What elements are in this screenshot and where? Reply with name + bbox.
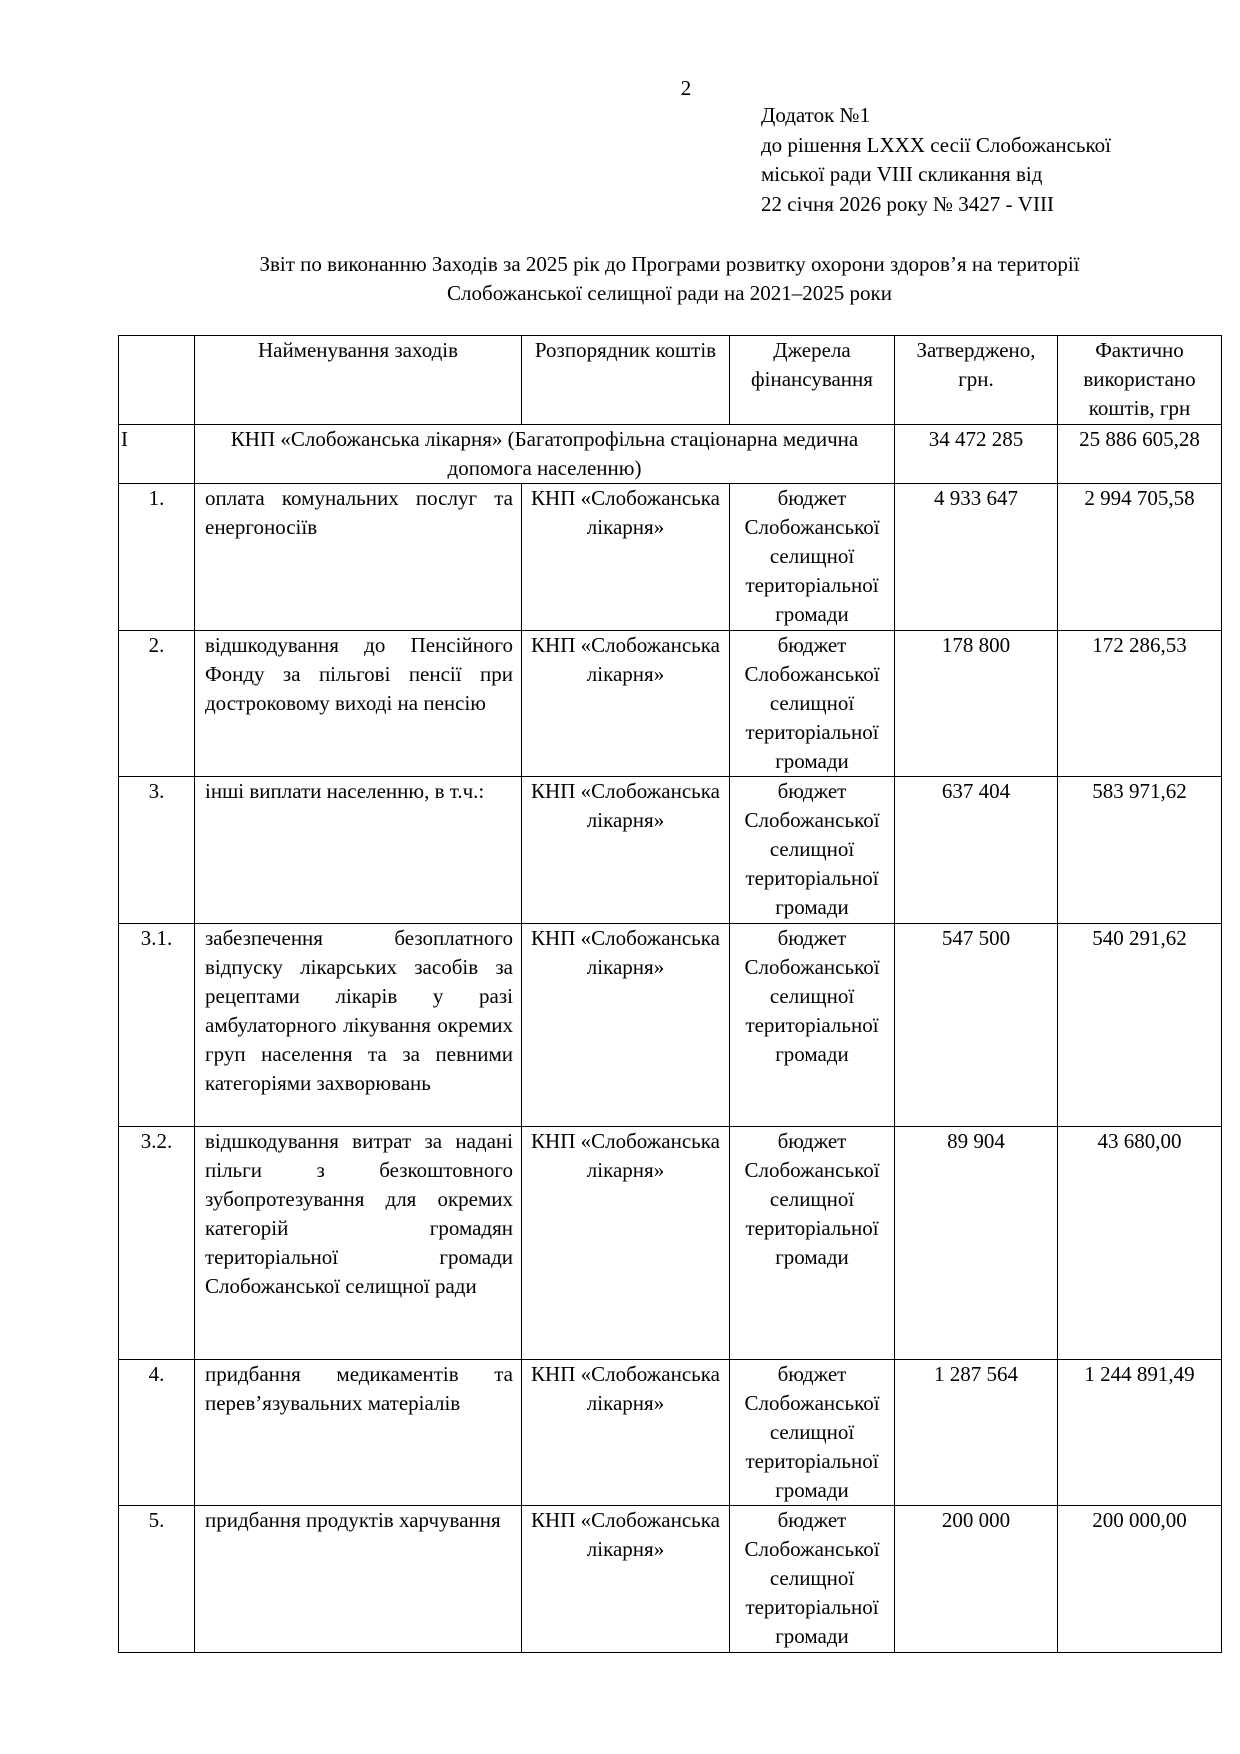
- approved-amount: 547 500: [895, 924, 1058, 1127]
- row-number: 2.: [119, 631, 195, 777]
- measure-name: придбання медикаментів та перев’язувальних матеріалів: [195, 1360, 522, 1506]
- actual-amount: 43 680,00: [1058, 1127, 1222, 1360]
- table-row: [119, 924, 1222, 1127]
- header-cell: [119, 336, 195, 425]
- approved-amount: 200 000: [895, 1506, 1058, 1653]
- report-title: [118, 250, 1221, 308]
- table-row: [119, 1360, 1222, 1506]
- fund-manager: КНП «Слобожанська лікарня»: [522, 1506, 730, 1653]
- measure-name: забезпечення безоплатного відпуску лікарських засобів за рецептами лікарів у разі амбулаторного лікування окремих груп населення та за певними категоріями захворювань: [195, 924, 522, 1127]
- row-number: 3.: [119, 777, 195, 924]
- actual-amount: 1 244 891,49: [1058, 1360, 1222, 1506]
- addendum-line: до рішення LXXX сесії Слобожанської: [761, 132, 1111, 157]
- row-number: 3.2.: [119, 1127, 195, 1360]
- report-table: [118, 335, 1222, 1653]
- row-number: 4.: [119, 1360, 195, 1506]
- addendum-line: міської ради VIII скликання від: [761, 162, 1043, 186]
- table-row: [119, 631, 1222, 777]
- funding-source: бюджет Слобожанської селищної територіальної громади: [730, 1506, 895, 1653]
- approved-amount: 4 933 647: [895, 484, 1058, 631]
- approved-amount: 637 404: [895, 777, 1058, 924]
- funding-source: бюджет Слобожанської селищної територіальної громади: [730, 631, 895, 777]
- header-cell: Джерела фінансування: [730, 336, 895, 425]
- section-approved: 34 472 285: [895, 425, 1058, 484]
- row-number: 1.: [119, 484, 195, 631]
- section-num: І: [119, 425, 195, 484]
- measure-name: відшкодування до Пенсійного Фонду за пільгові пенсії при достроковому виході на пенсію: [195, 631, 522, 777]
- section-actual: 25 886 605,28: [1058, 425, 1222, 484]
- approved-amount: 178 800: [895, 631, 1058, 777]
- header-cell: Розпорядник коштів: [522, 336, 730, 425]
- table-row: [119, 777, 1222, 924]
- row-number: 5.: [119, 1506, 195, 1653]
- fund-manager: КНП «Слобожанська лікарня»: [522, 1360, 730, 1506]
- addendum-line: 22 січня 2026 року № 3427 - VIII: [761, 191, 1054, 216]
- fund-manager: КНП «Слобожанська лікарня»: [522, 924, 730, 1127]
- section-row: [119, 425, 1222, 484]
- funding-source: бюджет Слобожанської селищної територіальної громади: [730, 484, 895, 631]
- title-line: Слобожанської селищної ради на 2021–2025 роки: [447, 281, 892, 305]
- fund-manager: КНП «Слобожанська лікарня»: [522, 777, 730, 924]
- header-cell: Фактично використано коштів, грн: [1058, 336, 1222, 425]
- funding-source: бюджет Слобожанської селищної територіальної громади: [730, 1127, 895, 1360]
- measure-name: відшкодування витрат за надані пільги з безкоштовного зубопротезування для окремих категорій громадян територіальної громади Слобожанської селищної ради: [195, 1127, 522, 1360]
- measure-name: оплата комунальних послуг та енергоносіїв: [195, 484, 522, 631]
- measure-name: інші виплати населенню, в т.ч.:: [195, 777, 522, 924]
- header-cell: Найменування заходів: [195, 336, 522, 425]
- funding-source: бюджет Слобожанської селищної територіальної громади: [730, 924, 895, 1127]
- fund-manager: КНП «Слобожанська лікарня»: [522, 631, 730, 777]
- addendum-block: [761, 101, 1111, 219]
- section-name: КНП «Слобожанська лікарня» (Багатопрофільна стаціонарна медична допомога населенню): [195, 425, 895, 484]
- title-line: Звіт по виконанню Заходів за 2025 рік до Програми розвитку охорони здоров’я на території: [259, 252, 1080, 276]
- approved-amount: 1 287 564: [895, 1360, 1058, 1506]
- funding-source: бюджет Слобожанської селищної територіальної громади: [730, 1360, 895, 1506]
- actual-amount: 2 994 705,58: [1058, 484, 1222, 631]
- fund-manager: КНП «Слобожанська лікарня»: [522, 1127, 730, 1360]
- measure-name: придбання продуктів харчування: [195, 1506, 522, 1653]
- table-row: [119, 1127, 1222, 1360]
- fund-manager: КНП «Слобожанська лікарня»: [522, 484, 730, 631]
- actual-amount: 172 286,53: [1058, 631, 1222, 777]
- table-row: [119, 484, 1222, 631]
- addendum-line: Додаток №1: [761, 103, 871, 127]
- actual-amount: 540 291,62: [1058, 924, 1222, 1127]
- header-cell: Затверджено, грн.: [895, 336, 1058, 425]
- actual-amount: 200 000,00: [1058, 1506, 1222, 1653]
- table-row: [119, 1506, 1222, 1653]
- page-number: 2: [680, 76, 692, 100]
- header-row: [119, 336, 1222, 425]
- actual-amount: 583 971,62: [1058, 777, 1222, 924]
- approved-amount: 89 904: [895, 1127, 1058, 1360]
- funding-source: бюджет Слобожанської селищної територіальної громади: [730, 777, 895, 924]
- row-number: 3.1.: [119, 924, 195, 1127]
